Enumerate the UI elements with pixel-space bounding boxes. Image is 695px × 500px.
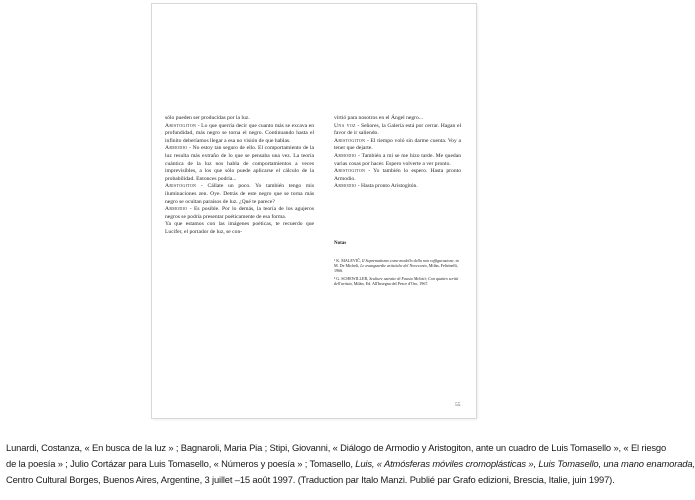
caption-line-2-italic: Luis, « Atmósferas móviles cromoplásticas », Luis Tomasello, una mano enamorada,	[355, 458, 695, 469]
paragraph-text: - No estoy tan seguro de ello. El comportamiento de la luz resulta más extraño de lo que se pensaba una vez. La teoría cuántica de la luz nos habla de comportamientos a veces imprevisibles, a los que sólo puede aplicarse el cálculo de la probabilidad. Entonces podría...	[165, 145, 314, 182]
footnote	[334, 258, 461, 274]
caption-line-1: Lunardi, Costanza, « En busca de la luz » ; Bagnaroli, Maria Pia ; Stipi, Giovanni, « Diálogo de Armodio y Aristogiton, ante un cuadro de Luis Tomasello », « El riesgo	[6, 442, 667, 453]
page-number: 55	[455, 402, 461, 408]
paragraph-text: - Señores, la Galería está por cerrar. Hagan el favor de ir saliendo.	[334, 122, 462, 137]
caption-line-2	[6, 456, 695, 472]
right-text-column	[334, 115, 461, 191]
speaker-name: Aristogiton	[334, 168, 366, 175]
notes-list	[334, 258, 461, 286]
speaker-name: Armodio	[334, 183, 357, 190]
speaker-name: Armodio	[165, 145, 188, 152]
footnote-after: , in M. De Micheli,	[334, 258, 459, 269]
footnote-after: , Milán, Ed. All'Insegna del Pesce d'Oro, 1967.	[351, 280, 429, 286]
caption-line-3: Centro Cultural Borges, Buenos Aires, Argentine, 3 juillet –15 août 1997. (Traduction par Italo Manzi. Publié par Grafo edizioni, Brescia, Italie, juin 1997).	[6, 474, 615, 485]
dialogue-paragraph	[334, 168, 461, 183]
paragraph-text: virtió para nosotros en el Ángel negro...	[334, 115, 424, 121]
footnote-prefix: ¹ K. MALEVIČ,	[334, 258, 362, 263]
paragraph-text: sólo pueden ser producidas por la luz.	[165, 115, 250, 121]
dialogue-paragraph	[334, 115, 461, 123]
paragraph-text: - Hasta pronto Aristogitón.	[356, 183, 418, 190]
footnote-end: , Milán, Feltrinelli, 1966.	[334, 263, 458, 274]
dialogue-paragraph	[165, 123, 314, 146]
dialogue-paragraph	[334, 153, 461, 168]
caption-line-2-text: de la poesía » ; Julio Cortázar para Luis Tomasello, « Números y poesía » ; Tomasello,	[6, 458, 356, 469]
dialogue-paragraph	[165, 183, 314, 206]
footnote-italic: Sculture astratte di Fausto Melotti; Con quattro scritti dell'artista	[334, 275, 459, 286]
speaker-name: Armodio	[165, 206, 188, 213]
speaker-name: Armodio	[334, 152, 357, 159]
footnote-italic2: Le avanguardie artistiche del Novecento	[360, 263, 427, 269]
paragraph-text: - Lo que querría decir que cuanto más se excava en profundidad, más negro se torna el negro. Continuando hasta el infinito deberíamos llegar a esa no visión de que hablas.	[165, 122, 314, 144]
dialogue-paragraph	[165, 145, 314, 183]
paragraph-text: - Cállate un poco. Yo también tengo mis iluminaciones zen. Oye. Detrás de este negro que se torna más negro se ocultan paraísos de luz. ¿Qué te parece?	[165, 183, 314, 205]
dialogue-paragraph	[165, 115, 314, 123]
paragraph-text: - Es posible. Por lo demás, la teoría de los agujeros negros se podría presentar poéticamente de esa forma.	[165, 206, 314, 220]
speaker-name: Aristogiton	[165, 122, 197, 129]
paragraph-text: Ya que estamos con las imágenes poéticas, te recuerdo que Lucifer, el portador de luz, se con-	[165, 221, 314, 235]
notes-heading: Notas	[334, 241, 347, 246]
image-caption	[6, 440, 695, 488]
book-page	[152, 4, 476, 418]
footnote-prefix: ² G. SCHEWILLER,	[334, 275, 370, 281]
paragraph-text: - El tiempo voló sin darme cuenta. Voy a tener que dejarte.	[334, 137, 461, 152]
dialogue-paragraph	[334, 138, 461, 153]
dialogue-paragraph	[334, 123, 461, 138]
speaker-name: Aristogiton	[334, 137, 366, 144]
paragraph-text: - También a mí se me hizo tarde. Me quedan varias cosas por hacer. Espero volverte a ver pronto.	[334, 152, 461, 167]
dialogue-paragraph	[334, 183, 461, 191]
paragraph-text: - Yo también lo espero. Hasta pronto Armodio.	[334, 168, 461, 182]
left-text-column	[165, 115, 314, 237]
speaker-name: Una voz	[334, 122, 356, 129]
speaker-name: Aristogiton	[165, 183, 197, 190]
footnote	[334, 276, 461, 286]
footnote-italic: Il Suprematismo come modello della non raffigurazione	[361, 258, 454, 263]
dialogue-paragraph	[165, 206, 314, 221]
dialogue-paragraph	[165, 221, 314, 236]
notes-section	[334, 241, 461, 288]
